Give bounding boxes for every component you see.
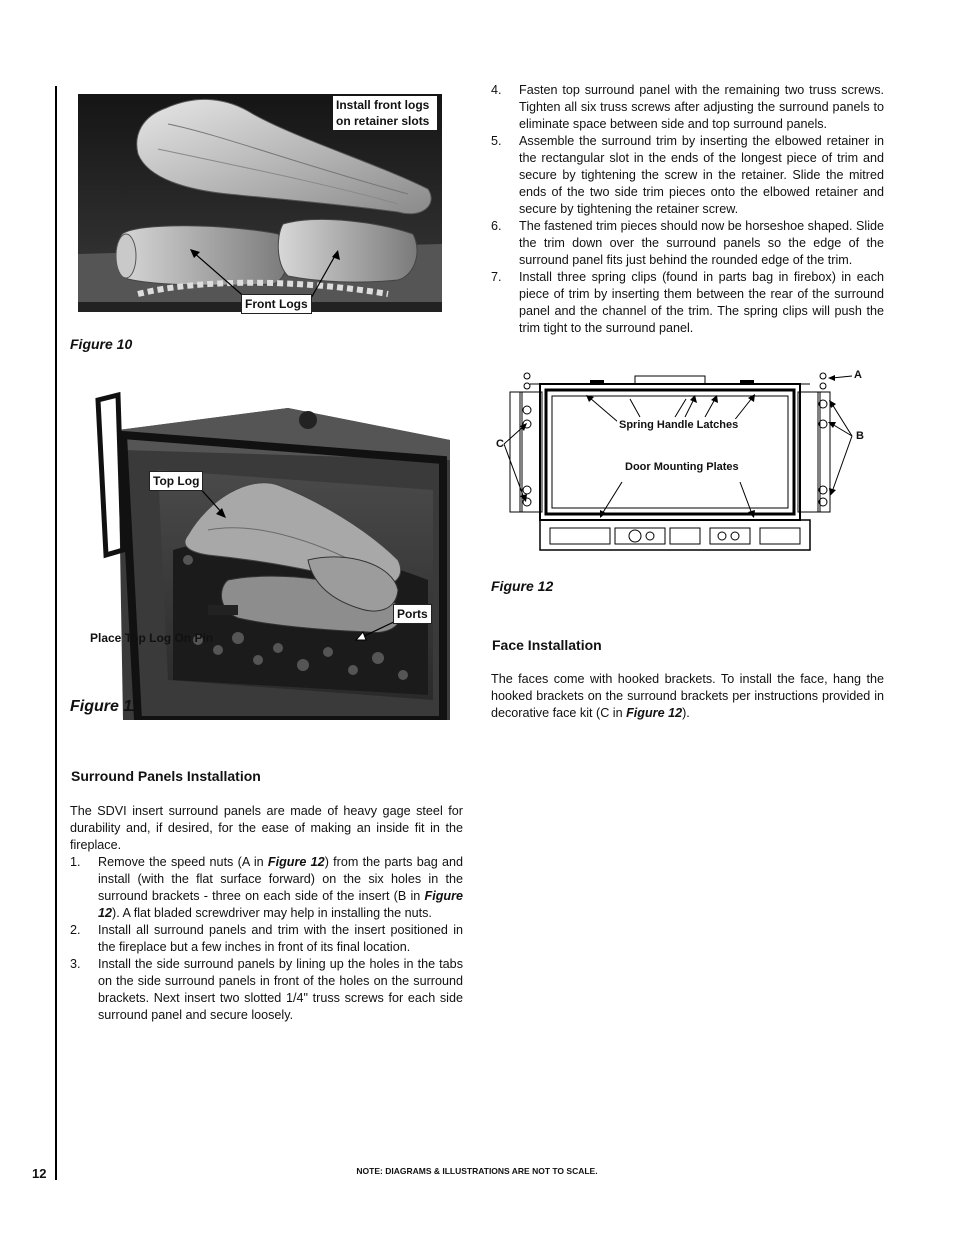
trim-step-6: 6. The fastened trim pieces should now be horseshoe shaped. Slide the trim down over the surround panels so the edge of the surround panel fits just behind the rounded edge of the trim. (491, 219, 884, 267)
surround-step-2: 2. Install all surround panels and trim with the insert positioned in the fireplace but a few inches in front of its final location. (70, 923, 463, 954)
figure-12-label-spring-latches: Spring Handle Latches (619, 419, 739, 431)
footer-note: NOTE: DIAGRAMS & ILLUSTRATIONS ARE NOT TO SCALE. (356, 1166, 598, 1176)
figure-11-insert-illustration (78, 380, 450, 720)
figure-12-label-c: C (496, 438, 504, 450)
face-installation-heading: Face Installation (492, 637, 602, 653)
figure-12-ref: Figure 12 (267, 855, 325, 869)
figure-11-callout-place-top-log: Place Top Log On Pin (90, 631, 214, 645)
figure-10-callout-front-logs: Front Logs (241, 294, 312, 314)
figure-11-photo (78, 380, 450, 720)
trim-step-7: 7. Install three spring clips (found in parts bag in firebox) in each piece of trim by inserting them between the rear of the surround panel and the channel of the trim. The spring clips will push the trim tight to the surround panel. (491, 270, 884, 335)
trim-step-4: 4. Fasten top surround panel with the remaining two truss screws. Tighten all six truss screws after adjusting the surround panels to eliminate space between side and top surround panels. (491, 83, 884, 131)
surround-heading: Surround Panels Installation (71, 768, 261, 784)
figure-11-callout-ports: Ports (393, 604, 432, 624)
trim-step-5: 5. Assemble the surround trim by inserting the elbowed retainer in the rectangular slot in the ends of the longest piece of trim and secure by tightening the screw in the retainer. Slide the mitred ends of the two side trim pieces onto the elbowed retainer and secure by tightening the retainer screw. (491, 134, 884, 216)
figure-12-label-door-plates: Door Mounting Plates (625, 461, 739, 473)
figure-12-label-a: A (854, 369, 862, 381)
left-margin-rule (55, 86, 57, 1180)
figure-12-caption: Figure 12 (491, 578, 554, 594)
surround-step-3: 3. Install the side surround panels by lining up the holes in the tabs on the side surround panels in front of the holes on the surround brackets. Next insert two slotted 1/4" truss screws for each side surround panel and secure loosely. (70, 957, 463, 1022)
figure-12-label-b: B (856, 430, 864, 442)
surround-intro: The SDVI insert surround panels are made of heavy gage steel for durability and, if desired, for the ease of making an inside fit in the fireplace. (70, 804, 463, 852)
page-number: 12 (32, 1166, 47, 1181)
face-installation-text: The faces come with hooked brackets. To install the face, hang the hooked brackets on the surround brackets per instructions provided in decorative face kit (C in Figure 12). (491, 672, 884, 720)
figure-12-ref: Figure 12 (626, 706, 683, 720)
surround-step-1: 1. Remove the speed nuts (A in Figure 12) from the parts bag and install (with the flat surface forward) on the six holes in the surround brackets - three on each side of the insert (B in Figure 12). A flat bladed screwdriver may help in installing the nuts. (70, 855, 463, 920)
figure-12-diagram (490, 362, 870, 557)
surround-steps (70, 854, 463, 1024)
figure-12-ref: Figure 12 (98, 889, 463, 920)
trim-steps (491, 82, 884, 337)
figure-11-callout-top-log: Top Log (149, 471, 203, 491)
figure-10-caption: Figure 10 (70, 336, 133, 352)
figure-11-caption: Figure 11 (70, 698, 140, 715)
figure-10-callout-install-front-logs: Install front logs on retainer slots (333, 96, 437, 130)
